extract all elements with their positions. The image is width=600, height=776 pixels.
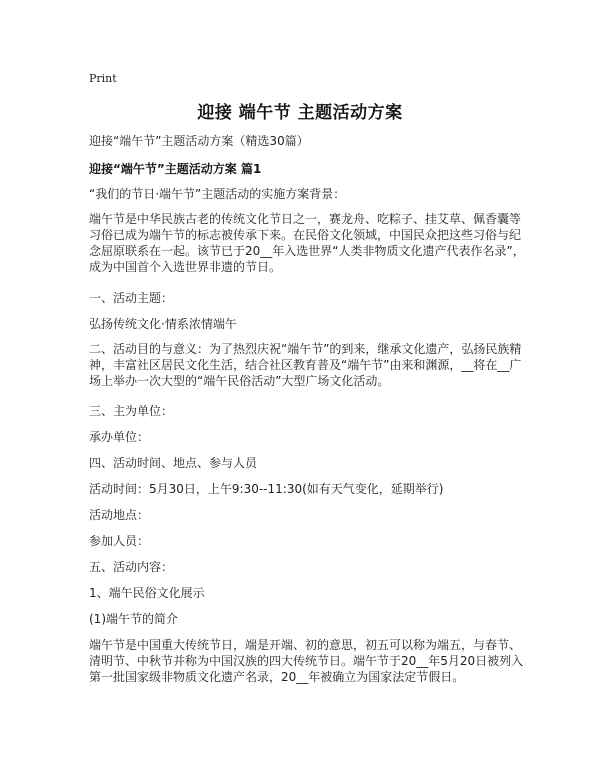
paragraph-host: 承办单位： [89, 430, 150, 444]
paragraph-time-place-heading: 四、活动时间、地点、参与人员 [89, 456, 258, 470]
paragraph-intro-heading: (1)端午节的简介 [89, 612, 178, 626]
section-heading: 迎接“端午节”主题活动方案 篇1 [89, 162, 262, 176]
paragraph-folk-culture: 1、端午民俗文化展示 [89, 586, 205, 600]
paragraph-background: “我们的节日·端午节”主题活动的实施方案背景： [89, 187, 346, 201]
paragraph-intro: 端午节是中华民族古老的传统文化节日之一，赛龙舟、吃粽子、挂艾草、佩香囊等习俗已成为端午节的标志被传承下来。在民俗文化领域，中国民众把这些习俗与纪念屈原联系在一起。该节已于20__年入选世界“人类非物质文化遗产代表作名录”，成为中国首个入选世界非遗的节日。 [89, 212, 525, 274]
paragraph-festival-intro: 端午节是中国重大传统节日，端是开端、初的意思，初五可以称为端五，与春节、清明节、中秋节并称为中国汉族的四大传统节日。端午节于20__年5月20日被列入第一批国家级非物质文化遗产名录，20__年被确立为国家法定节假日。 [89, 638, 524, 684]
print-label[interactable]: Print [89, 72, 117, 85]
paragraph-purpose: 二、活动目的与意义：为了热烈庆祝“端午节”的到来，继承文化遗产，弘扬民族精神，丰富社区居民文化生活，结合社区教育普及“端午节”由来和渊源，__将在__广场上举办一次大型的“端午民俗活动”大型广场文化活动。 [89, 342, 522, 388]
paragraph-place: 活动地点： [89, 508, 150, 522]
paragraph-theme-heading: 一、活动主题： [89, 291, 174, 305]
paragraph-theme: 弘扬传统文化·情系浓情端午 [89, 317, 237, 331]
paragraph-participants: 参加人员： [89, 534, 150, 548]
paragraph-content-heading: 五、活动内容： [89, 560, 174, 574]
page-title: 迎接 端午节 主题活动方案 [197, 103, 403, 123]
paragraph-organizer: 三、主为单位： [89, 404, 174, 418]
document-subtitle: 迎接“端午节”主题活动方案（精选30篇） [89, 134, 309, 148]
paragraph-time: 活动时间：5月30日，上午9:30--11:30(如有天气变化，延期举行) [89, 482, 444, 496]
